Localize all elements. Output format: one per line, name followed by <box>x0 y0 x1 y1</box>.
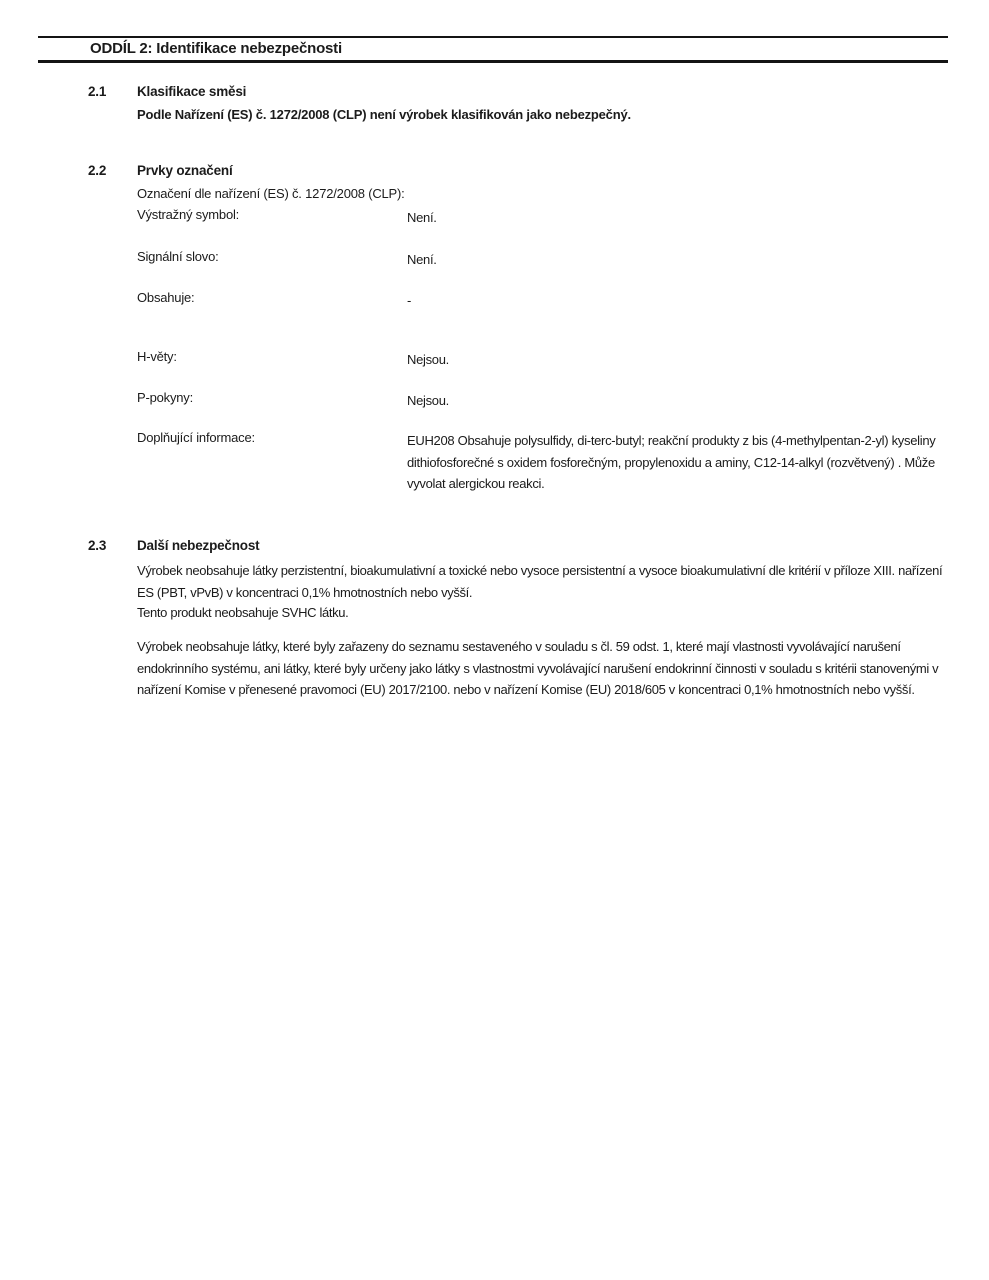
signal-word-label: Signální slovo: <box>137 249 219 264</box>
h-statements-label: H-věty: <box>137 349 177 364</box>
section-2-1-number: 2.1 <box>88 84 107 99</box>
signal-word-value: Není. <box>407 252 437 267</box>
contains-label: Obsahuje: <box>137 290 195 305</box>
section-header-title: ODDÍL 2: Identifikace nebezpečnosti <box>90 40 342 57</box>
svhc-paragraph: Tento produkt neobsahuje SVHC látku. <box>137 605 349 620</box>
header-rule-top <box>38 36 948 38</box>
p-statements-value: Nejsou. <box>407 393 449 408</box>
section-2-3-number: 2.3 <box>88 538 107 553</box>
pbt-vpvb-paragraph: Výrobek neobsahuje látky perzistentní, bioakumulativní a toxické nebo vysoce persistentní a vysoce bioakumulativní dle kritérií v příloze XIII. nařízení ES (PBT, vPvB) v koncentraci 0,1% hmotnostních nebo vyšší. <box>137 563 943 600</box>
additional-info-label: Doplňující informace: <box>137 430 255 445</box>
header-rule-bottom <box>38 60 948 63</box>
contains-value: - <box>407 293 412 308</box>
section-2-1-title: Klasifikace směsi <box>137 84 247 99</box>
section-2-2-number: 2.2 <box>88 163 107 178</box>
h-statements-value: Nejsou. <box>407 352 449 367</box>
classification-statement: Podle Nařízení (ES) č. 1272/2008 (CLP) není výrobek klasifikován jako nebezpečný. <box>137 107 631 122</box>
labelling-intro-line: Označení dle nařízení (ES) č. 1272/2008 (CLP): <box>137 186 405 201</box>
additional-info-value: EUH208 Obsahuje polysulfidy, di-terc-butyl; reakční produkty z bis (4-methylpentan-2-yl) kyseliny dithiofosforečné s oxidem fosforečným, propylenoxidu a aminy, C12-14-alkyl (rozvětvený) . Může vyvolat alergickou reakci. <box>407 433 936 491</box>
hazard-symbol-label: Výstražný symbol: <box>137 207 240 222</box>
endocrine-disruptor-paragraph: Výrobek neobsahuje látky, které byly zařazeny do seznamu sestaveného v souladu s čl. 59 odst. 1, které mají vlastnosti vyvolávající narušení endokrinního systému, ani látky, které byly určeny jako látky s vlastnostmi vyvolávající narušení endokrinní činnosti v souladu s kritérii stanovenými v nařízení Komise v přenesené pravomoci (EU) 2017/2100. nebo v nařízení Komise (EU) 2018/605 v koncentraci 0,1% hmotnostních nebo vyšší. <box>137 639 939 697</box>
section-2-3-title: Další nebezpečnost <box>137 538 260 553</box>
hazard-symbol-value: Není. <box>407 210 437 225</box>
section-2-2-title: Prvky označení <box>137 163 233 178</box>
p-statements-label: P-pokyny: <box>137 390 194 405</box>
